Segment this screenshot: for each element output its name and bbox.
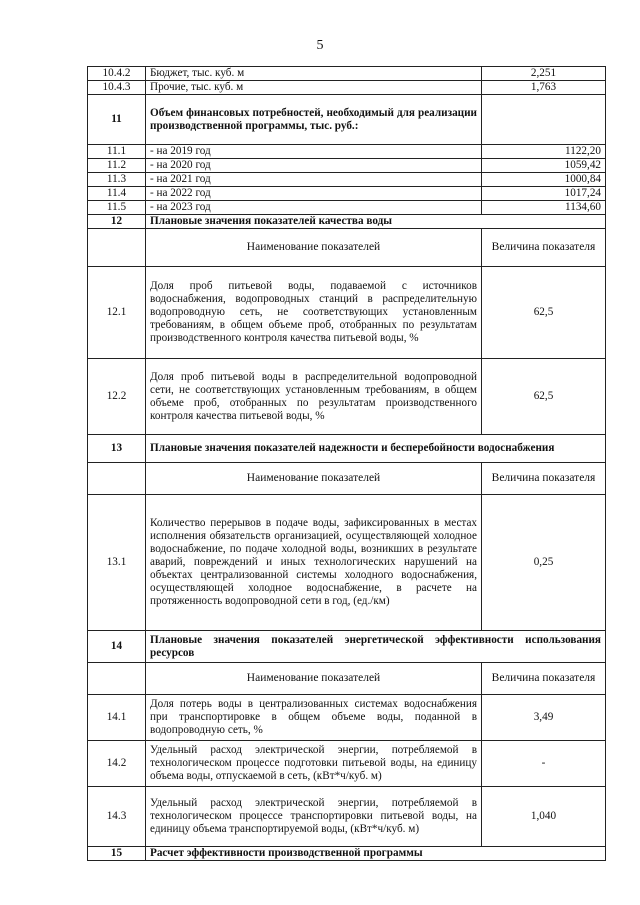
section-title: Расчет эффективности производственной программы — [146, 847, 606, 861]
section-title: Плановые значения показателей надежности и бесперебойности водоснабжения — [146, 435, 606, 463]
empty-cell — [88, 229, 146, 267]
row-value: 1059,42 — [482, 159, 606, 173]
section-number: 15 — [88, 847, 146, 861]
column-header-name: Наименование показателей — [146, 663, 482, 695]
row-number: 13.1 — [88, 495, 146, 631]
header-row — [88, 663, 606, 695]
row-number: 11.1 — [88, 145, 146, 159]
row-label: Удельный расход электрической энергии, потребляемой в технологическом процессе транспортировки питьевой воды, на единицу объема транспортируемой воды, (кВт*ч/куб. м) — [146, 787, 482, 847]
section-number: 12 — [88, 215, 146, 229]
table-row — [88, 267, 606, 359]
row-value: 1,040 — [482, 787, 606, 847]
row-number: 11.2 — [88, 159, 146, 173]
row-label: Доля проб питьевой воды, подаваемой с источников водоснабжения, водопроводных станций в распределительную водопроводную сеть, не соответствующих установленным требованиям, в общем объеме проб, отобранных по результатам производственного контроля качества питьевой воды, % — [146, 267, 482, 359]
section-row — [88, 215, 606, 229]
row-number: 10.4.3 — [88, 81, 146, 95]
table-row — [88, 695, 606, 741]
column-header-value: Величина показателя — [482, 663, 606, 695]
table-row — [88, 159, 606, 173]
column-header-value: Величина показателя — [482, 229, 606, 267]
row-value: 1122,20 — [482, 145, 606, 159]
row-label: Доля проб питьевой воды в распределительной водопроводной сети, не соответствующих установленным требованиям, в общем объеме проб, отобранных по результатам производственного контроля качества питьевой воды, % — [146, 359, 482, 435]
section-row — [88, 847, 606, 861]
row-value: 1,763 — [482, 81, 606, 95]
column-header-name: Наименование показателей — [146, 229, 482, 267]
row-value: 62,5 — [482, 359, 606, 435]
row-label: Бюджет, тыс. куб. м — [146, 67, 482, 81]
section-number: 14 — [88, 631, 146, 663]
column-header-value: Величина показателя — [482, 463, 606, 495]
row-label: Прочие, тыс. куб. м — [146, 81, 482, 95]
row-label: - на 2023 год — [146, 201, 482, 215]
header-row — [88, 463, 606, 495]
table-row — [88, 145, 606, 159]
empty-cell — [88, 663, 146, 695]
row-label: - на 2019 год — [146, 145, 482, 159]
row-number: 11.4 — [88, 187, 146, 201]
row-value: 1134,60 — [482, 201, 606, 215]
section-title: Плановые значения показателей энергетической эффективности использования ресурсов — [146, 631, 606, 663]
row-number: 10.4.2 — [88, 67, 146, 81]
row-value: 1017,24 — [482, 187, 606, 201]
column-header-name: Наименование показателей — [146, 463, 482, 495]
row-number: 14.1 — [88, 695, 146, 741]
table-row — [88, 495, 606, 631]
section-number: 13 — [88, 435, 146, 463]
row-value: 1000,84 — [482, 173, 606, 187]
production-program-table — [87, 66, 606, 861]
section-title: Объем финансовых потребностей, необходимый для реализации производственной программы, тыс. руб.: — [146, 95, 482, 145]
row-number: 11.5 — [88, 201, 146, 215]
table-row — [88, 81, 606, 95]
row-label: Количество перерывов в подаче воды, зафиксированных в местах исполнения обязательств организацией, осуществляющей холодное водоснабжение, по подаче холодной воды, возникших в результате аварий, повреждений и иных технологических нарушений на объектах централизованной системы холодного водоснабжения, осуществляющей холодное водоснабжение, в расчете на протяженность водопроводной сети в год, (ед./км) — [146, 495, 482, 631]
empty-cell — [482, 95, 606, 145]
table-row — [88, 67, 606, 81]
section-row — [88, 631, 606, 663]
header-row — [88, 229, 606, 267]
row-label: - на 2021 год — [146, 173, 482, 187]
table-row — [88, 741, 606, 787]
row-number: 14.3 — [88, 787, 146, 847]
row-label: Удельный расход электрической энергии, потребляемой в технологическом процессе подготовки питьевой воды, на единицу объема воды, отпускаемой в сеть, (кВт*ч/куб. м) — [146, 741, 482, 787]
table-row — [88, 359, 606, 435]
section-row — [88, 435, 606, 463]
row-number: 12.2 — [88, 359, 146, 435]
table-row — [88, 173, 606, 187]
table-row — [88, 187, 606, 201]
row-number: 11.3 — [88, 173, 146, 187]
row-label: - на 2020 год — [146, 159, 482, 173]
row-label: Доля потерь воды в централизованных системах водоснабжения при транспортировке в общем объеме воды, поданной в водопроводную сеть, % — [146, 695, 482, 741]
section-row — [88, 95, 606, 145]
table-row — [88, 787, 606, 847]
row-value: 2,251 — [482, 67, 606, 81]
row-number: 12.1 — [88, 267, 146, 359]
table-row — [88, 201, 606, 215]
row-label: - на 2022 год — [146, 187, 482, 201]
section-number: 11 — [88, 95, 146, 145]
row-value: 3,49 — [482, 695, 606, 741]
row-value: 62,5 — [482, 267, 606, 359]
row-value: - — [482, 741, 606, 787]
section-title: Плановые значения показателей качества воды — [146, 215, 606, 229]
empty-cell — [88, 463, 146, 495]
row-number: 14.2 — [88, 741, 146, 787]
row-value: 0,25 — [482, 495, 606, 631]
page-number: 5 — [316, 38, 324, 53]
